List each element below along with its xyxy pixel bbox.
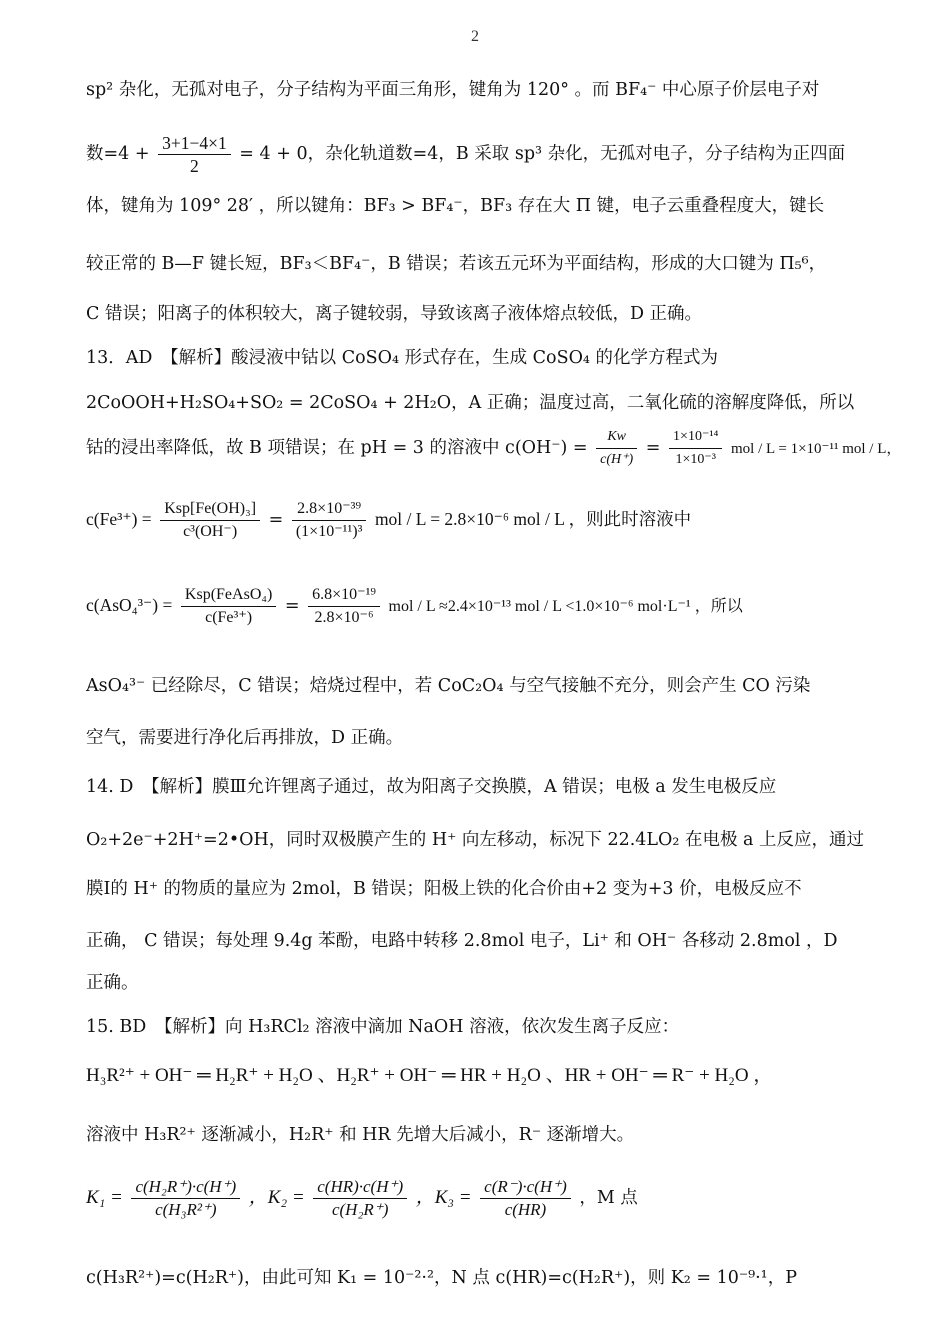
page-number: 2 [471, 28, 479, 45]
question-15-heading: 15. BD 【解析】向 H₃RCl₂ 溶液中滴加 NaOH 溶液，依次发生离子反应： [86, 1017, 680, 1037]
text-line: 膜Ⅰ的 H⁺ 的物质的量应为 2mol，B 错误；阳极上铁的化合价由+2 变为+3 价，电极反应不 [86, 879, 802, 899]
question-13-heading: 13．AD 【解析】酸浸液中钴以 CoSO₄ 形式存在，生成 CoSO₄ 的化学方程式为 [86, 348, 718, 368]
text-line: 正确， C 错误；每处理 9.4g 苯酚，电路中转移 2.8mol 电子，Li⁺ 和 OH⁻ 各移动 2.8mol ，D [86, 931, 838, 951]
fraction: $\frac{c(R^-)\cdot c(H^+)}{c(HR)}$ [480, 1176, 571, 1221]
text-line: 空气，需要进行净化后再排放，D 正确。 [86, 728, 404, 748]
text-line: 正确。 [86, 973, 139, 993]
text-line: 溶液中 H₃R²⁺ 逐渐减小，H₂R⁺ 和 HR 先增大后减小，R⁻ 逐渐增大。 [86, 1125, 635, 1145]
fraction: $\frac{\text{Ksp[Fe(OH)₃]}}{\text{c³(OH⁻)}}$ [160, 498, 260, 543]
text-line-fraction: 数=4 + $\frac{3+1-4\times 1}{2}$ = 4 + 0，杂化轨道数=4，B 采取 sp³ 杂化，无孤对电子，分子结构为正四面 [86, 133, 846, 176]
formula-fe3: c(Fe³⁺) = $\frac{\text{Ksp[Fe(OH)₃]}}{\text{c³(OH⁻)}}$ = $\frac{\text{2.8×10⁻³⁹}}{\text{(1×10⁻¹¹)³}}$ mol / L = 2.8×10⁻⁶ mol / L ，则此时溶液中 [86, 498, 691, 543]
text-line: c(H₃R²⁺)=c(H₂R⁺)，由此可知 K₁ = 10⁻²·²，N 点 c(HR)=c(H₂R⁺)，则 K₂ = 10⁻⁹·¹，P [86, 1268, 797, 1288]
equilibrium-constants: K₁ = $\frac{\text{c(H₂R⁺)·c(H⁺)}}{\text{c(H₃R²⁺)}}$ ，K₂ = $\frac{c(HR)\cdot c(H^+)}{\text{c(H₂R⁺)}}$ ，K₃ = $\frac{c(R^-)\cdot c(H^+)}{c(HR)}$ ，M 点 [86, 1177, 638, 1219]
fraction: $\frac{\text{6.8×10⁻¹⁹}}{\text{2.8×10⁻⁶}}$ [308, 584, 380, 629]
fraction: $\frac{\text{1×10⁻¹⁴}}{\text{1×10⁻³}}$ [669, 426, 722, 471]
text-line: 体，键角为 109° 28′ ，所以键角：BF₃ > BF₄⁻，BF₃ 存在大 Π 键，电子云重叠程度大，键长 [86, 196, 825, 216]
fraction: $\frac{c(HR)\cdot c(H^+)}{\text{c(H₂R⁺)}}$ [313, 1176, 407, 1221]
fraction: $\frac{Kw}{c(H^+)}$ [596, 426, 637, 471]
text-line: 2CoOOH+H₂SO₄+SO₂ = 2CoSO₄ + 2H₂O，A 正确；温度过高，二氧化硫的溶解度降低，所以 [86, 393, 855, 413]
text-line-formula: 钴的浸出率降低，故 B 项错误；在 pH = 3 的溶液中 c(OH⁻) = $\frac{Kw}{c(H^+)}$ = $\frac{\text{1×10⁻¹⁴}}{\text{1×10⁻³}}$ mol / L = 1×10⁻¹¹ mol / L， [86, 426, 901, 471]
fraction: $\frac{\text{c(H₂R⁺)·c(H⁺)}}{\text{c(H₃R²⁺)}}$ [131, 1176, 240, 1221]
formula-aso4: c(AsO₄³⁻) = $\frac{\text{Ksp(FeAsO₄)}}{\text{c(Fe³⁺)}}$ = $\frac{\text{6.8×10⁻¹⁹}}{\text{2.8×10⁻⁶}}$ mol / L ≈2.4×10⁻¹³ mol / L <1.0×10⁻⁶ mol·L⁻¹ ，所以 [86, 584, 743, 629]
text-line: AsO₄³⁻ 已经除尽，C 错误；焙烧过程中，若 CoC₂O₄ 与空气接触不充分，则会产生 CO 污染 [86, 676, 811, 696]
question-14-heading: 14. D 【解析】膜Ⅲ允许锂离子通过，故为阳离子交换膜，A 错误；电极 a 发生电极反应 [86, 777, 777, 797]
text-line: C 错误；阳离子的体积较大，离子键较弱，导致该离子液体熔点较低，D 正确。 [86, 304, 703, 324]
ion-reactions: H₃R²⁺ + OH⁻ ═ H₂R⁺ + H₂O 、H₂R⁺ + OH⁻ ═ HR + H₂O 、HR + OH⁻ ═ R⁻ + H₂O ， [86, 1065, 773, 1086]
text-line: 较正常的 B—F 键长短，BF₃＜BF₄⁻，B 错误；若该五元环为平面结构，形成的大口键为 Π₅⁶， [86, 254, 827, 274]
fraction: $\frac{\text{Ksp(FeAsO₄)}}{\text{c(Fe³⁺)}}$ [181, 584, 276, 629]
fraction: $\frac{\text{2.8×10⁻³⁹}}{\text{(1×10⁻¹¹)³}}$ [292, 498, 367, 543]
text-line: sp² 杂化，无孤对电子，分子结构为平面三角形，键角为 120° 。而 BF₄⁻ 中心原子价层电子对 [86, 80, 820, 100]
fraction: $\frac{3+1-4\times 1}{2}$ [158, 132, 231, 177]
text-line: O₂+2e⁻+2H⁺=2•OH，同时双极膜产生的 H⁺ 向左移动，标况下 22.4LO₂ 在电极 a 上反应，通过 [86, 830, 865, 850]
